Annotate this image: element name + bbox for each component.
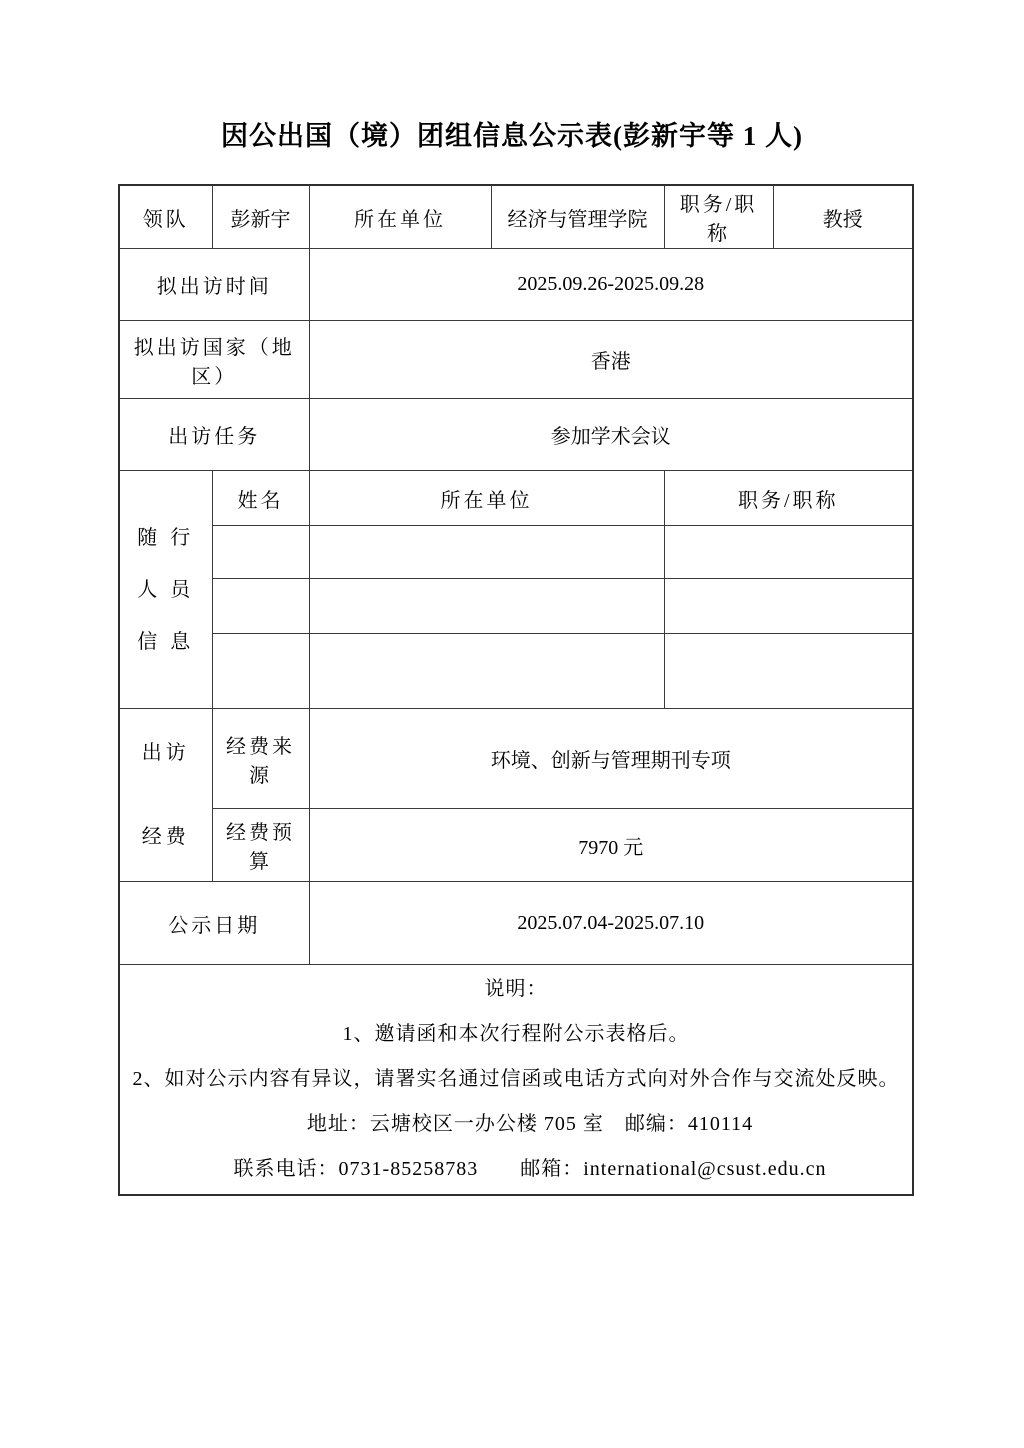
leader-post-value: 教授: [773, 185, 913, 249]
companions-label-line-1: 随 行: [137, 526, 195, 549]
leader-label: 领队: [119, 185, 212, 249]
companions-section-label: [119, 471, 212, 709]
companions-header-row: [119, 471, 913, 526]
companion-post-header: 职务/职称: [664, 471, 913, 526]
companion-row-1: [119, 526, 913, 579]
companion-2-unit-cell: [309, 579, 664, 634]
companion-3-unit-cell: [309, 634, 664, 709]
visit-time-label: 拟出访时间: [119, 249, 309, 321]
notes-cell: [119, 965, 913, 1196]
notes-row: [119, 965, 913, 1196]
destination-label: 拟出访国家（地区）: [119, 321, 309, 399]
leader-row: [119, 185, 913, 249]
companion-row-2: [119, 579, 913, 634]
funding-source-row: [119, 709, 913, 809]
page-title: 因公出国（境）团组信息公示表(彭新宇等 1 人): [221, 121, 803, 151]
companion-1-unit-cell: [309, 526, 664, 579]
notes-heading: 说明：: [484, 978, 548, 1000]
funding-section-label: [119, 709, 212, 882]
companion-3-post-cell: [664, 634, 913, 709]
publicity-date-row: [119, 882, 913, 965]
funding-source-value: 环境、创新与管理期刊专项: [309, 709, 913, 809]
companion-name-header: 姓名: [212, 471, 309, 526]
destination-row: [119, 321, 913, 399]
companions-label-line-2: 人 员: [137, 578, 195, 601]
companion-3-name-cell: [212, 634, 309, 709]
leader-unit-value: 经济与管理学院: [491, 185, 664, 249]
publicity-date-label: 公示日期: [119, 882, 309, 965]
funding-label-line-1: 出访: [141, 742, 190, 764]
destination-value: 香港: [309, 321, 913, 399]
notes-address-line: 地址：云塘校区一办公楼 705 室 邮编：410114: [306, 1113, 754, 1135]
publicity-date-value: 2025.07.04-2025.07.10: [309, 882, 913, 965]
leader-post-label: 职务/职称: [664, 185, 773, 249]
note-item-1: 1、邀请函和本次行程附公示表格后。: [342, 1023, 690, 1045]
task-row: [119, 399, 913, 471]
companion-2-post-cell: [664, 579, 913, 634]
leader-unit-label: 所在单位: [309, 185, 491, 249]
funding-source-label: 经费来源: [212, 709, 309, 809]
leader-name-value: 彭新宇: [212, 185, 309, 249]
task-label: 出访任务: [119, 399, 309, 471]
funding-budget-row: [119, 809, 913, 882]
companion-1-post-cell: [664, 526, 913, 579]
task-value: 参加学术会议: [309, 399, 913, 471]
visit-time-row: [119, 249, 913, 321]
note-item-2: 2、如对公示内容有异议，请署实名通过信函或电话方式向对外合作与交流处反映。: [132, 1068, 900, 1090]
companion-unit-header: 所在单位: [309, 471, 664, 526]
companions-label-line-3: 信 息: [137, 630, 195, 653]
companion-2-name-cell: [212, 579, 309, 634]
funding-budget-label: 经费预算: [212, 809, 309, 882]
form-container: [118, 184, 1024, 1196]
notes-contact-line: 联系电话：0731-85258783 邮箱：international@csust.edu.cn: [233, 1158, 827, 1180]
visit-time-value: 2025.09.26-2025.09.28: [309, 249, 913, 321]
funding-label-line-2: 经费: [141, 826, 190, 848]
companion-1-name-cell: [212, 526, 309, 579]
companion-row-3: [119, 634, 913, 709]
form-table: [118, 184, 914, 1196]
funding-budget-value: 7970 元: [309, 809, 913, 882]
